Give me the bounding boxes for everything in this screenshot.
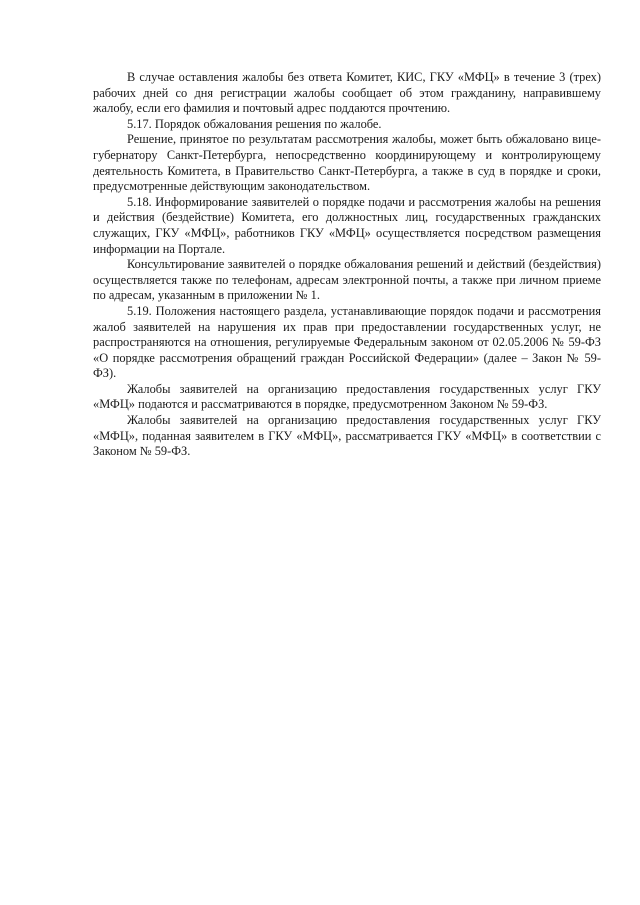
- document-body: [93, 70, 601, 460]
- paragraph-5-18-informing: 5.18. Информирование заявителей о порядке подачи и рассмотрения жалобы на решения и действия (бездействие) Комитета, его должностных лиц, государственных гражданских служащих, ГКУ «МФЦ», работников ГКУ «МФЦ» осуществляется посредством размещения информации на Портале.: [93, 194, 601, 256]
- paragraph-unanswered-complaint: В случае оставления жалобы без ответа Комитет, КИС, ГКУ «МФЦ» в течение 3 (трех) рабочих дней со дня регистрации жалобы сообщает об этом гражданину, направившему жалобу, если его фамилия и почтовый адрес поддаются прочтению.: [93, 70, 601, 116]
- paragraph-complaints-mfc: Жалобы заявителей на организацию предоставления государственных услуг ГКУ «МФЦ» подаются и рассматриваются в порядке, предусмотренном Законом № 59-ФЗ.: [93, 381, 601, 412]
- paragraph-consulting: Консультирование заявителей о порядке обжалования решений и действий (бездействия) осуществляется также по телефонам, адресам электронной почты, а также при личном приеме по адресам, указанным в приложении № 1.: [93, 257, 601, 303]
- paragraph-complaints-mfc-review: Жалобы заявителей на организацию предоставления государственных услуг ГКУ «МФЦ», поданная заявителем в ГКУ «МФЦ», рассматривается ГКУ «МФЦ» в соответствии с Законом № 59-ФЗ.: [93, 413, 601, 459]
- paragraph-appeal-decision: Решение, принятое по результатам рассмотрения жалобы, может быть обжаловано вице-губернатору Санкт-Петербурга, непосредственно координирующему и контролирующему деятельность Комитета, в Правительство Санкт-Петербурга, а также в суд в порядке и сроки, предусмотренные действующим законодательством.: [93, 132, 601, 194]
- paragraph-5-19-provisions: 5.19. Положения настоящего раздела, устанавливающие порядок подачи и рассмотрения жалоб заявителей на нарушения их прав при предоставлении государственных услуг, не распространяются на отношения, регулируемые Федеральным законом от 02.05.2006 № 59-ФЗ «О порядке рассмотрения обращений граждан Российской Федерации» (далее – Закон № 59-ФЗ).: [93, 303, 601, 381]
- paragraph-5-17-heading: 5.17. Порядок обжалования решения по жалобе.: [127, 116, 382, 131]
